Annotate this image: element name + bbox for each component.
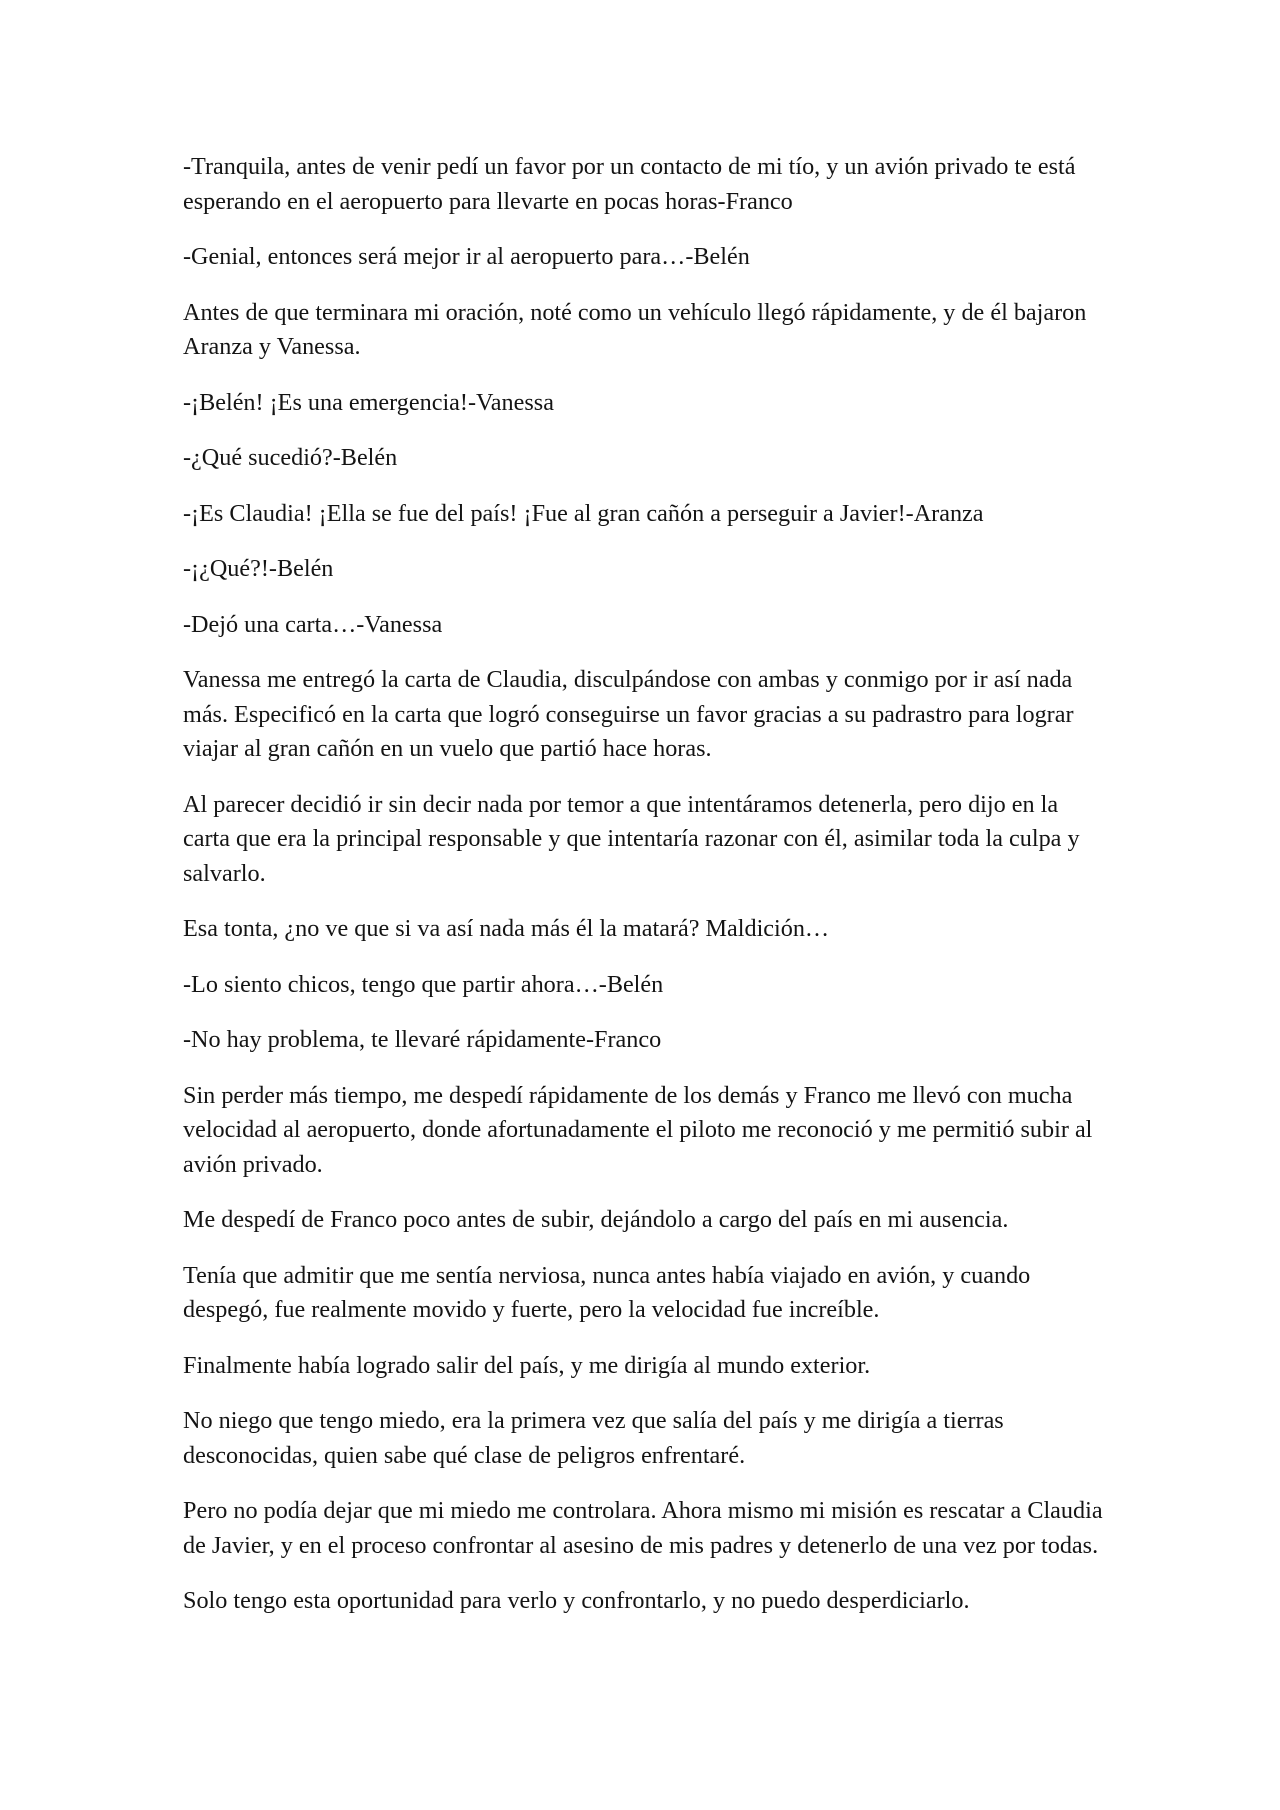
paragraph: -¡¿Qué?!-Belén: [183, 555, 334, 582]
paragraph: No niego que tengo miedo, era la primera vez que salía del país y me dirigía a tierras desconocidas, quien sabe qué clase de peligros enfrentaré.: [183, 1407, 1004, 1469]
paragraph: Finalmente había logrado salir del país, y me dirigía al mundo exterior.: [183, 1351, 871, 1379]
document-body: [183, 150, 1103, 1640]
paragraph: Tenía que admitir que me sentía nerviosa, nunca antes había viajado en avión, y cuando despegó, fue realmente movido y fuerte, pero la velocidad fue increíble.: [183, 1261, 1031, 1323]
paragraph: Sin perder más tiempo, me despedí rápidamente de los demás y Franco me llevó con mucha velocidad al aeropuerto, donde afortunadamente el piloto me reconoció y me permitió subir al avión privado.: [183, 1081, 1093, 1178]
paragraph: -¿Qué sucedió?-Belén: [183, 444, 398, 471]
paragraph: -¡Belén! ¡Es una emergencia!-Vanessa: [183, 388, 554, 416]
paragraph: -No hay problema, te llevaré rápidamente-Franco: [183, 1026, 662, 1053]
paragraph: -Lo siento chicos, tengo que partir ahora…-Belén: [183, 970, 664, 998]
paragraph: Me despedí de Franco poco antes de subir, dejándolo a cargo del país en mi ausencia.: [183, 1206, 1009, 1233]
paragraph: -Dejó una carta…-Vanessa: [183, 610, 443, 638]
paragraph: -¡Es Claudia! ¡Ella se fue del país! ¡Fue al gran cañón a perseguir a Javier!-Aranza: [183, 499, 984, 527]
paragraph: Solo tengo esta oportunidad para verlo y confrontarlo, y no puedo desperdiciarlo.: [183, 1587, 970, 1614]
paragraph: Pero no podía dejar que mi miedo me controlara. Ahora mismo mi misión es rescatar a Claudia de Javier, y en el proceso confrontar al asesino de mis padres y detenerlo de una vez por todas.: [183, 1497, 1103, 1559]
paragraph: Al parecer decidió ir sin decir nada por temor a que intentáramos detenerla, pero dijo en la carta que era la principal responsable y que intentaría razonar con él, asimilar toda la culpa y salvarlo.: [183, 790, 1080, 887]
paragraph: Esa tonta, ¿no ve que si va así nada más él la matará? Maldición…: [183, 915, 830, 942]
paragraph: Vanessa me entregó la carta de Claudia, disculpándose con ambas y conmigo por ir así nada más. Especificó en la carta que logró conseguirse un favor gracias a su padrastro para lograr viajar al gran cañón en un vuelo que partió hace horas.: [183, 666, 1074, 762]
paragraph: Antes de que terminara mi oración, noté como un vehículo llegó rápidamente, y de él bajaron Aranza y Vanessa.: [183, 298, 1087, 360]
paragraph: -Genial, entonces será mejor ir al aeropuerto para…-Belén: [183, 243, 750, 270]
paragraph: -Tranquila, antes de venir pedí un favor por un contacto de mi tío, y un avión privado te está esperando en el aeropuerto para llevarte en pocas horas-Franco: [183, 153, 1076, 215]
